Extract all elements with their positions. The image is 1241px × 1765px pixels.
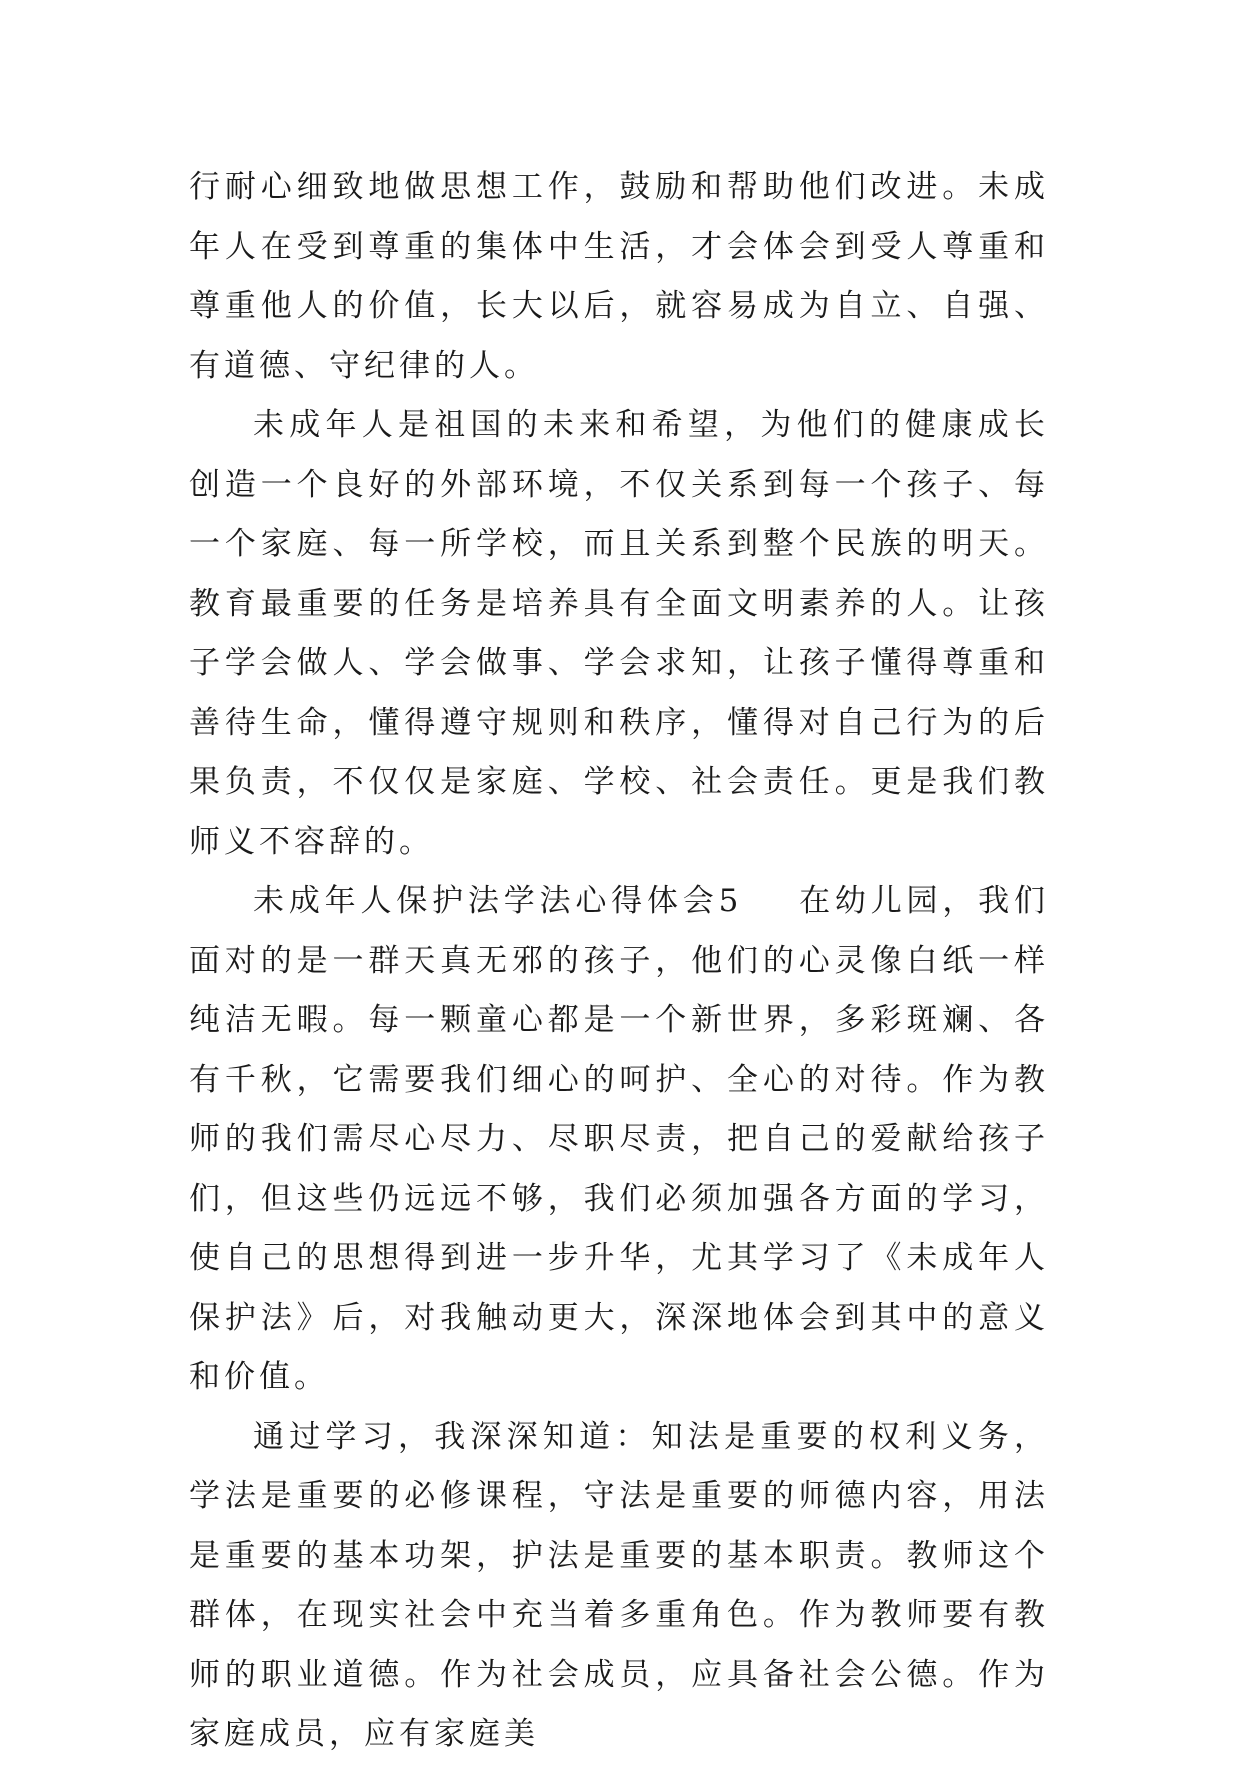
document-page <box>189 158 1049 1765</box>
paragraph-3-body: 在幼儿园，我们面对的是一群天真无邪的孩子，他们的心灵像白纸一样纯洁无暇。每一颗童心都是一个新世界，多彩斑斓、各有千秋，它需要我们细心的呵护、全心的对待。作为教师的我们需尽心尽力、尽职尽责，把自己的爱献给孩子们，但这些仍远远不够，我们必须加强各方面的学习，使自己的思想得到进一步升华，尤其学习了《未成年人保护法》后，对我触动更大，深深地体会到其中的意义和价值。 <box>189 883 1049 1395</box>
section-heading: 未成年人保护法学法心得体会5 <box>253 883 743 919</box>
paragraph-1: 行耐心细致地做思想工作，鼓励和帮助他们改进。未成年人在受到尊重的集体中生活，才会体会到受人尊重和尊重他人的价值，长大以后，就容易成为自立、自强、有道德、守纪律的人。 <box>189 169 1049 384</box>
paragraph-4: 通过学习，我深深知道：知法是重要的权利义务，学法是重要的必修课程，守法是重要的师德内容，用法是重要的基本功架，护法是重要的基本职责。教师这个群体，在现实社会中充当着多重角色。作为教师要有教师的职业道德。作为社会成员，应具备社会公德。作为家庭成员，应有家庭美 <box>189 1418 1049 1752</box>
paragraph-2: 未成年人是祖国的未来和希望，为他们的健康成长创造一个良好的外部环境，不仅关系到每一个孩子、每一个家庭、每一所学校，而且关系到整个民族的明天。教育最重要的任务是培养具有全面文明素养的人。让孩子学会做人、学会做事、学会求知，让孩子懂得尊重和善待生命，懂得遵守规则和秩序，懂得对自己行为的后果负责，不仅仅是家庭、学校、社会责任。更是我们教师义不容辞的。 <box>189 407 1049 860</box>
paragraph-3 <box>189 872 1049 1408</box>
